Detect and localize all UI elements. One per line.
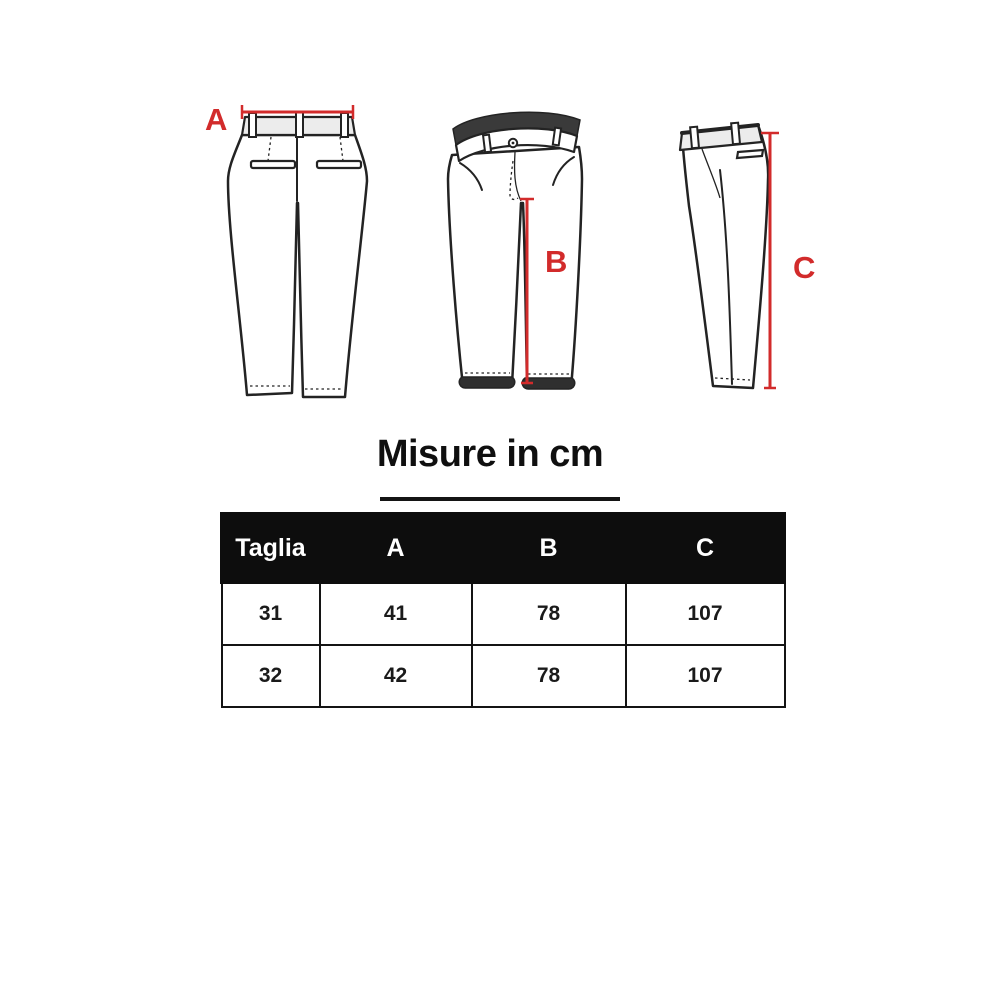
size-row-32 [222,645,785,707]
size-row-31 [222,583,785,646]
belt-loop [341,113,348,137]
header-cell-a: A [320,514,472,583]
measure-label-a: A [205,102,228,137]
pants-front-view [440,95,655,425]
back-welt-pocket [251,161,295,168]
title-underline [380,497,620,501]
size-table [220,512,786,708]
cell-b: 78 [472,583,626,646]
cell-b: 78 [472,645,626,707]
hem-opening [459,377,515,388]
header-cell-b: B [472,514,626,583]
cell-c: 107 [626,583,785,646]
cell-taglia: 31 [222,583,320,646]
pants-side-body [682,125,768,388]
pants-side-view-drawing [660,100,872,430]
waist-button-hole [512,142,515,145]
back-welt-pocket [317,161,361,168]
belt-loop [553,128,561,146]
header-cell-taglia: Taglia [222,514,320,583]
measure-label-b: B [545,244,568,279]
belt-loop [296,112,303,137]
size-table-header-row [222,514,785,583]
pants-front-view-drawing [440,95,655,425]
page-title: Misure in cm [376,433,604,475]
pants-side-view [660,100,872,430]
cell-c: 107 [626,645,785,707]
belt-loop [690,127,699,149]
belt-loop [483,135,491,153]
belt-loop [731,123,740,145]
cell-a: 42 [320,645,472,707]
cell-taglia: 32 [222,645,320,707]
belt-loop [249,113,256,137]
pants-back-view-drawing [195,85,430,430]
side-welt-pocket [737,150,763,158]
header-cell-c: C [626,514,785,583]
cell-a: 41 [320,583,472,646]
pants-back-view [195,85,430,430]
measure-label-c: C [793,250,816,285]
